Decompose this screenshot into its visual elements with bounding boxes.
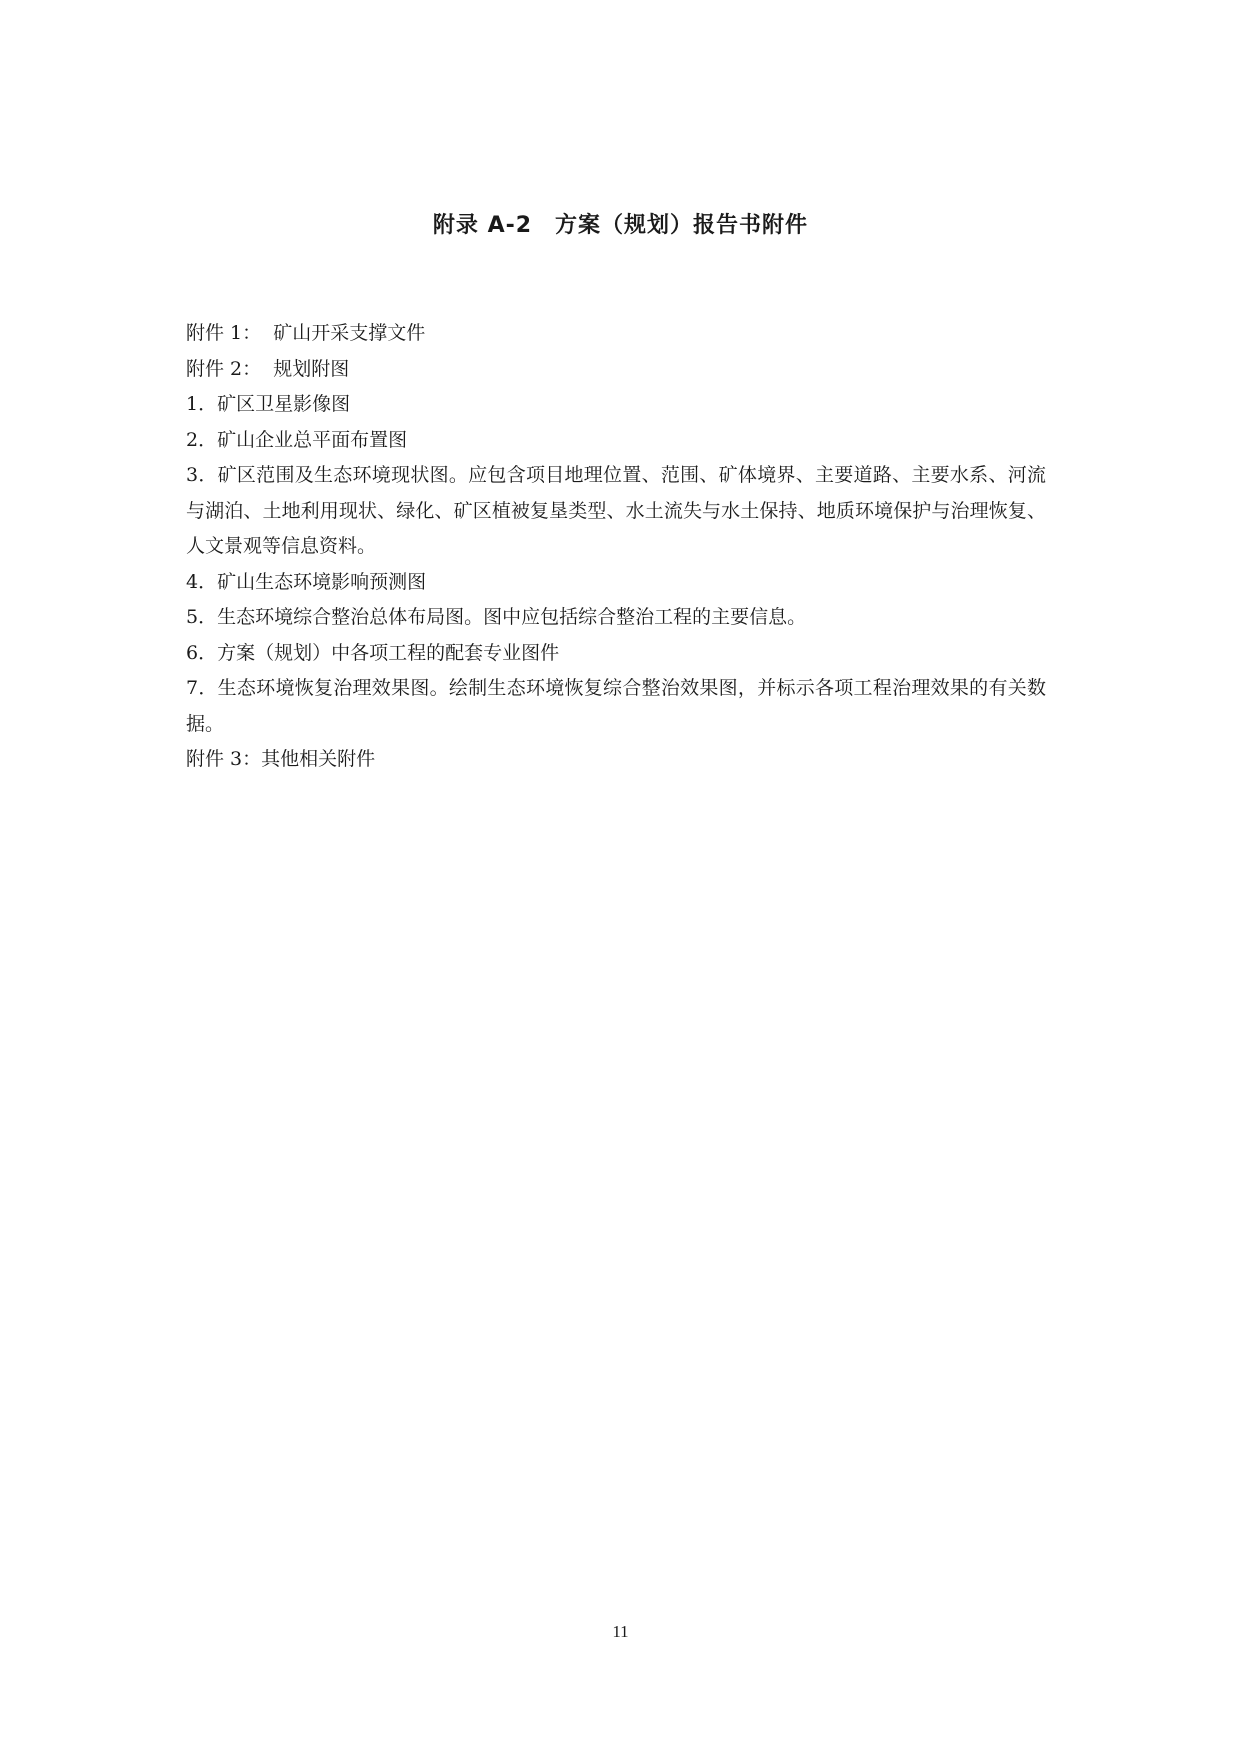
list-item-site-plan: 2．矿山企业总平面布置图 [186,428,408,451]
attachment-2-heading: 附件 2： 规划附图 [186,357,350,380]
list-item-status-map: 3．矿区范围及生态环境现状图。应包含项目地理位置、范围、矿体境界、主要道路、主要水系、河流与湖泊、土地利用现状、绿化、矿区植被复垦类型、水土流失与水土保持、地质环境保护与治理恢复、人文景观等信息资料。 [186,464,1046,557]
list-item-layout-map: 5．生态环境综合整治总体布局图。图中应包括综合整治工程的主要信息。 [186,606,807,628]
attachment-3-heading: 附件 3：其他相关附件 [186,748,376,770]
attachment-list [186,316,1046,778]
list-item-impact-map: 4．矿山生态环境影响预测图 [186,570,427,593]
list-item-supporting-drawings: 6．方案（规划）中各项工程的配套专业图件 [186,641,560,664]
attachment-1-heading: 附件 1： 矿山开采支撑文件 [186,322,426,344]
list-item-satellite-map: 1．矿区卫星影像图 [186,393,351,415]
list-item-effect-map: 7．生态环境恢复治理效果图。绘制生态环境恢复综合整治效果图，并标示各项工程治理效果的有关数据。 [186,677,1046,735]
page-title: 附录 A-2 方案（规划）报告书附件 [432,213,809,238]
page-number: 11 [612,1622,629,1641]
